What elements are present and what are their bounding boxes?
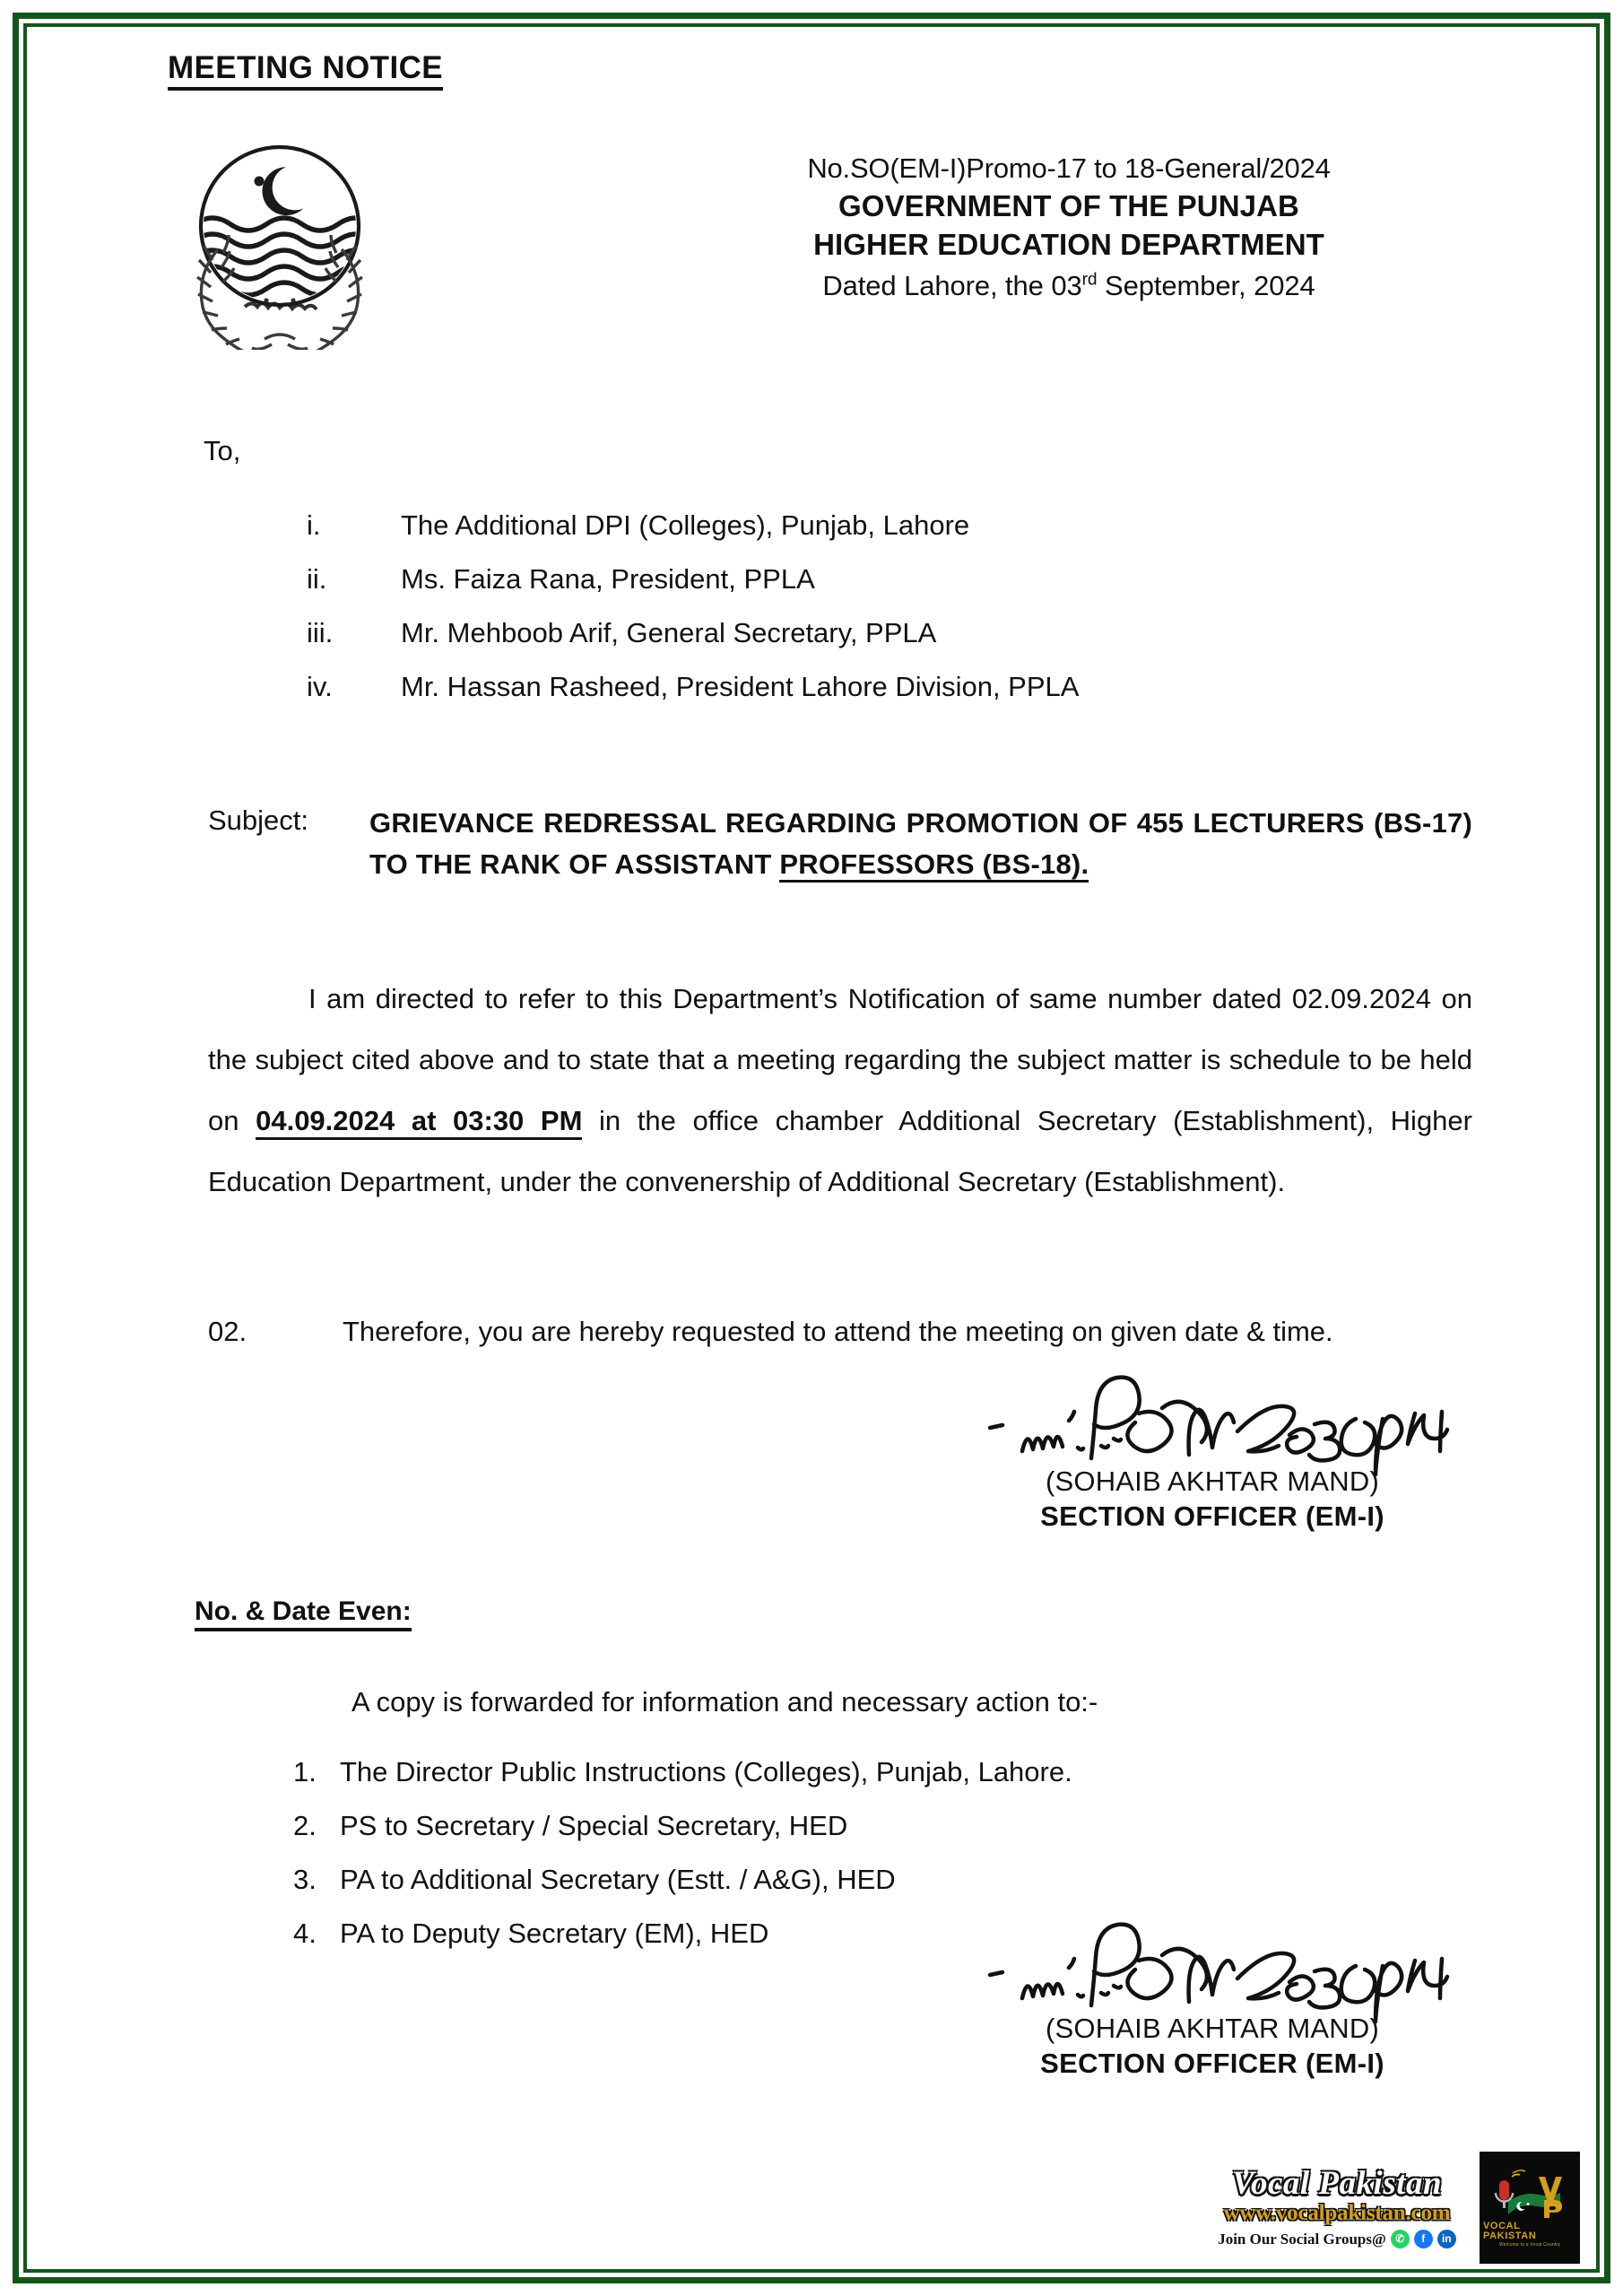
watermark-url[interactable]: www.vocalpakistan.com [1223,2201,1451,2226]
list-item-label: The Additional DPI (Colleges), Punjab, Lahore [401,509,970,541]
watermark-text-panel [1194,2152,1480,2264]
signatory-designation: SECTION OFFICER (EM-I) [1040,1500,1384,1532]
paragraph-part-1: I am directed to refer to this Department’s Notification of same number dated 02.09.2024 on the subject cited above and to state that a meeting regarding the subject matter is schedule to be held on [208,983,1472,1136]
watermark-join-label: Join Our Social Groups@ [1218,2230,1386,2248]
subject-line-2: LECTURERS (BS-17) TO THE RANK OF ASSISTANT [369,807,1472,880]
list-item [293,1758,1414,1786]
forwarding-intro: A copy is forwarded for information and necessary action to:- [352,1686,1098,1718]
list-item-label: PA to Additional Secretary (Estt. / A&G), HED [340,1864,896,1895]
dated-ordinal: rd [1081,270,1098,290]
list-item-number: i. [307,509,321,541]
meeting-datetime: 04.09.2024 at 03:30 PM [256,1105,582,1140]
page-title: MEETING NOTICE [168,52,443,91]
list-item-label: Mr. Mehboob Arif, General Secretary, PPLA [401,617,937,648]
subject-line-3: PROFESSORS (BS-18). [779,849,1089,883]
list-item-label: Mr. Hassan Rasheed, President Lahore Division, PPLA [401,671,1080,702]
subject-label: Subject: [208,804,309,836]
watermark-social-row [1218,2230,1456,2248]
dated-prefix: Dated Lahore, the 03 [822,269,1082,301]
list-item [307,673,1428,700]
watermark-brand: Vocal Pakistan [1231,2165,1443,2203]
document-sheet [38,36,1585,2269]
watermark-logo-panel [1480,2152,1580,2264]
list-item-number: 4. [293,1918,317,1949]
list-item-number: iv. [307,671,333,702]
list-item-label: The Director Public Instructions (Colleges), Punjab, Lahore. [340,1756,1072,1787]
linkedin-icon[interactable]: in [1437,2230,1456,2248]
subject-line-1: GRIEVANCE REDRESSAL REGARDING PROMOTION OF 455 [369,807,1185,839]
signatory-designation: SECTION OFFICER (EM-I) [1040,2048,1384,2079]
list-item-label: PS to Secretary / Special Secretary, HED [340,1810,848,1841]
to-label: To, [204,435,241,466]
list-item-number: 2. [293,1810,317,1841]
department-line: HIGHER EDUCATION DEPARTMENT [813,227,1324,261]
list-item-label: Ms. Faiza Rana, President, PPLA [401,563,815,595]
list-item-number: 3. [293,1864,317,1895]
watermark-banner [1194,2152,1580,2264]
paragraph-body: Therefore, you are hereby requested to attend the meeting on given date & time. [343,1316,1333,1347]
dated-line [728,265,1410,308]
list-item [307,565,1428,593]
government-line: GOVERNMENT OF THE PUNJAB [838,188,1299,222]
list-item [293,1812,1414,1839]
paragraph-text [208,1301,1472,1362]
whatsapp-icon[interactable]: ✆ [1391,2230,1410,2248]
signatory-name: (SOHAIB AKHTAR MAND) [1045,1465,1380,1497]
paragraph-part-2: in the office chamber Additional Secretary (Establishment), Higher Education Department, under the convenership of Additional Secretary (Establishment). [208,1105,1472,1197]
handwritten-signature-icon [934,1372,1490,1480]
watermark-logo-caption: VOCAL PAKISTAN [1483,2221,1537,2241]
vocal-pakistan-logo-icon [1492,2168,1567,2220]
dated-suffix: September, 2024 [1097,269,1315,301]
list-item [293,1866,1414,1893]
list-item [307,619,1428,647]
government-of-punjab-emblem-icon [159,126,401,350]
reference-number: No.SO(EM-I)Promo-17 to 18-General/2024 [807,152,1331,184]
list-item-number: iii. [307,617,334,648]
list-item-number: ii. [307,563,327,595]
list-item [307,511,1428,539]
paragraph-text [208,969,1472,1213]
paragraph-number: 02. [208,1316,247,1347]
list-item-number: 1. [293,1756,317,1787]
signature-block-primary [934,1372,1490,1533]
signature-block-secondary [934,1919,1490,2080]
watermark-logo-subcaption: Welcome to a Vocal Country [1498,2242,1561,2248]
letterhead [728,151,1410,308]
signatory-name: (SOHAIB AKHTAR MAND) [1045,2013,1380,2044]
facebook-icon[interactable]: f [1414,2230,1433,2248]
forwarding-heading: No. & Date Even: [195,1596,412,1631]
subject-text [369,803,1472,885]
list-item-label: PA to Deputy Secretary (EM), HED [340,1918,769,1949]
handwritten-signature-icon [934,1919,1490,2027]
addressee-list [307,511,1428,726]
subject-block [208,803,1472,885]
body-paragraph-1 [208,969,1472,1213]
